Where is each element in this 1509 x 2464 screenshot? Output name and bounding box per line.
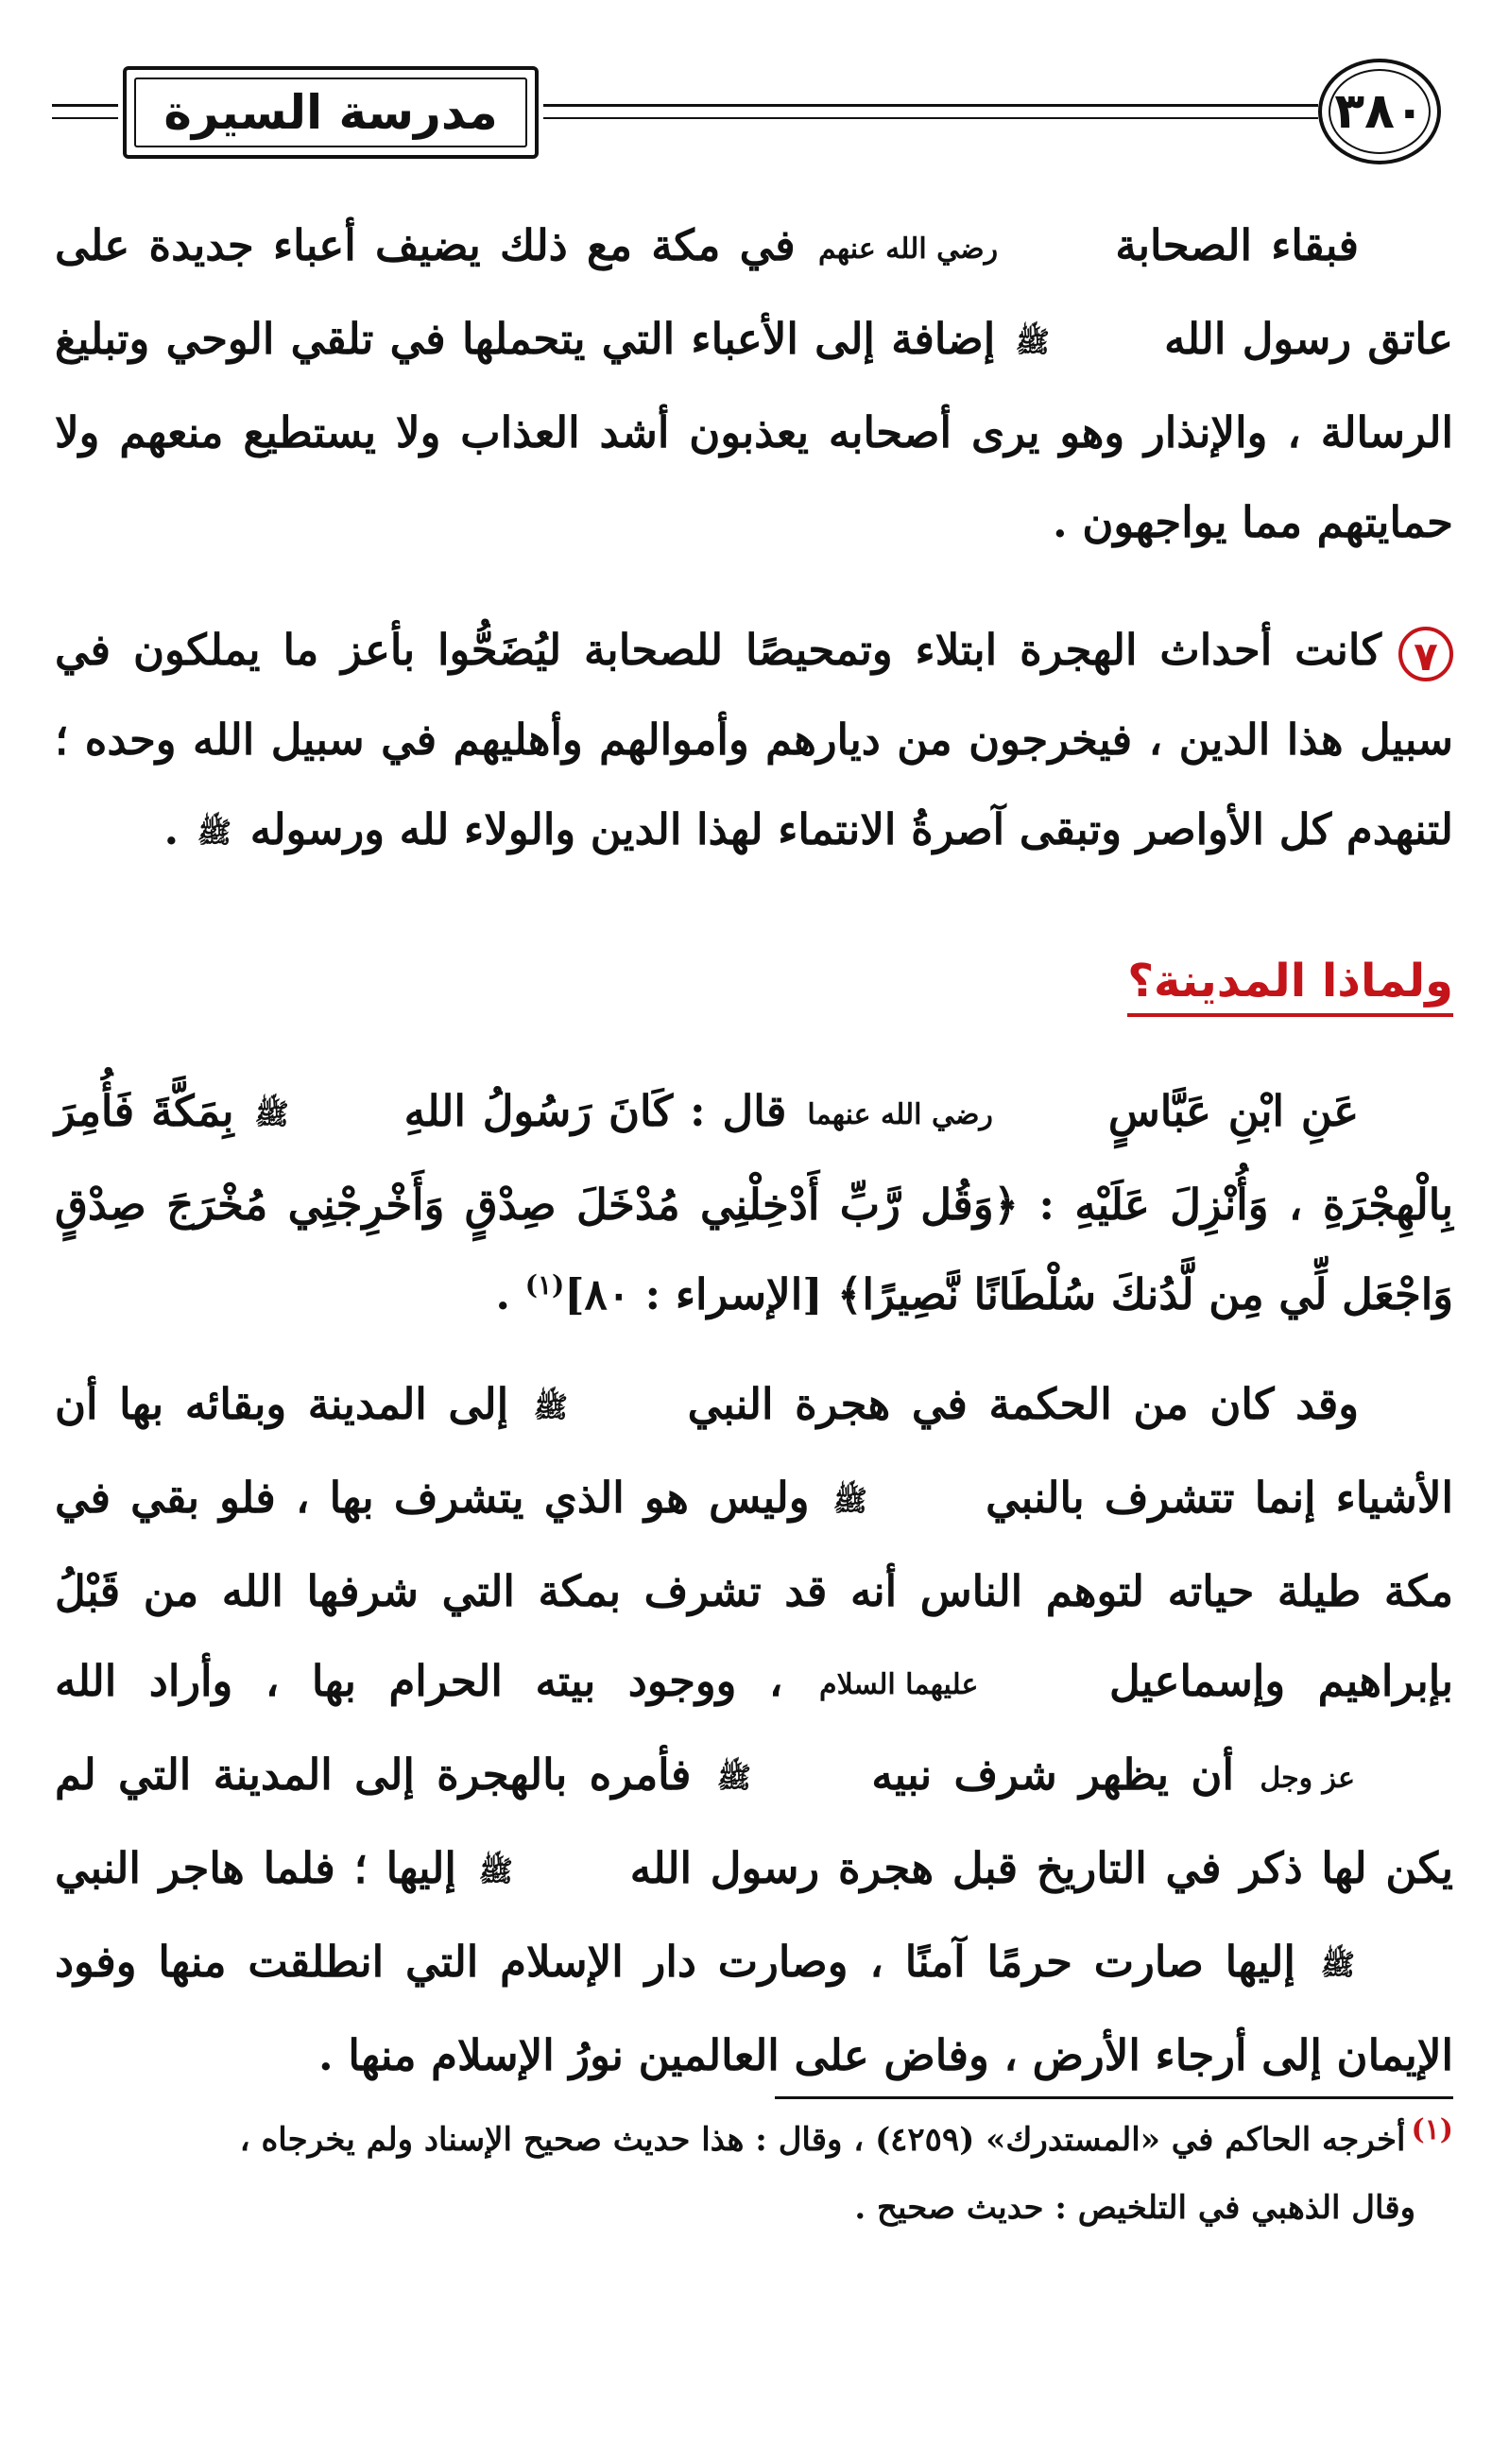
paragraph-4 bbox=[55, 1359, 1453, 2100]
honorific-sahaba: رضي الله عنهم bbox=[817, 233, 999, 266]
page-number: ٣٨٠ bbox=[1334, 83, 1425, 140]
paragraph-text: فبقاء الصحابة bbox=[1115, 220, 1359, 270]
honorific-prophet: ﷺ bbox=[478, 1855, 513, 1888]
paragraph-3-hadith bbox=[55, 1066, 1453, 1339]
paragraph-text: بِمَكَّةَ فَأُمِرَ بِالْهِجْرَةِ ، وَأُنْزِلَ عَلَيْهِ : bbox=[55, 1086, 1453, 1230]
header-rule bbox=[52, 104, 118, 107]
honorific-prophet: ﷺ bbox=[1320, 1949, 1355, 1982]
paragraph-text: أن يظهر شرف نبيه bbox=[871, 1749, 1234, 1800]
honorific-ibn-abbas: رضي الله عنهما bbox=[807, 1098, 993, 1131]
paragraph-text: . bbox=[495, 1269, 511, 1319]
paragraph-2 bbox=[55, 605, 1453, 878]
paragraph-text: وليس هو الذي يتشرف بها ، فلو بقي في مكة طيلة حياته لتوهم الناس أنه قد تشرف بمكة التي شرفها الله من قَبْلُ بإبراهيم وإسماعيل bbox=[55, 1473, 1454, 1706]
paragraph-text: إضافة إلى الأعباء التي يتحملها في تلقي الوحي وتبليغ الرسالة ، والإنذار وهو يرى أصحابه يعذبون أشد العذاب ولا يستطيع منعهم ولا حمايتهم مما يواجهون . bbox=[55, 314, 1453, 547]
paragraph-text: ، ووجود بيته الحرام بها ، وأراد الله bbox=[55, 1656, 783, 1706]
paragraph-text: . bbox=[163, 804, 180, 854]
paragraph-text: في مكة مع ذلك يضيف أعباء جديدة على عاتق رسول الله bbox=[55, 220, 1453, 364]
honorific-prophet: ﷺ bbox=[533, 1391, 568, 1424]
honorific-prophet: ﷺ bbox=[716, 1762, 752, 1795]
honorific-prophet: ﷺ bbox=[254, 1098, 289, 1131]
paragraph-text: وقد كان من الحكمة في هجرة النبي bbox=[687, 1379, 1359, 1429]
section-heading bbox=[55, 955, 1453, 1008]
honorific-prophet: ﷺ bbox=[197, 817, 232, 850]
header-rule bbox=[52, 117, 118, 119]
footnote-reference: (١) bbox=[524, 1269, 565, 1301]
paragraph-text: كانت أحداث الهجرة ابتلاء وتمحيصًا للصحابة ليُضَحُّوا بأعز ما يملكون في سبيل هذا الدين ، فيخرجون من ديارهم وأموالهم وأهليهم في سبيل الله وحده ؛ لتنهدم كل الأواصر وتبقى آصرةُ الانتماء لهذا الدين والولاء لله ورسوله bbox=[55, 625, 1453, 854]
page-header bbox=[52, 59, 1460, 172]
paragraph-text: فأمره بالهجرة إلى المدينة التي لم يكن لها ذكر في التاريخ قبل هجرة رسول الله bbox=[55, 1749, 1454, 1893]
footnote-divider bbox=[775, 2096, 1453, 2099]
footnote-line bbox=[55, 2106, 1453, 2174]
footnote-line bbox=[55, 2174, 1453, 2242]
footnote-mark: (١) bbox=[1411, 2112, 1453, 2146]
footnote-text: وقال الذهبي في التلخيص : حديث صحيح . bbox=[854, 2189, 1415, 2227]
paragraph-text: إليها ؛ فلما هاجر النبي bbox=[55, 1843, 456, 1893]
paragraph-text: قال : كَانَ رَسُولُ اللهِ bbox=[403, 1086, 787, 1136]
paragraph-text: عَنِ ابْنِ عَبَّاسٍ bbox=[1107, 1086, 1360, 1136]
book-title: مدرسة السيرة bbox=[163, 85, 498, 140]
honorific-ibrahim-ismail: عليهما السلام bbox=[819, 1668, 979, 1701]
paragraph-text: إليها صارت حرمًا آمنًا ، وصارت دار الإسلام التي انطلقت منها وفود الإيمان إلى أرجاء الأرض ، وفاض على العالمين نورُ الإسلام منها . bbox=[55, 1937, 1453, 2080]
honorific-prophet: ﷺ bbox=[832, 1485, 867, 1518]
paragraph-text: إلى المدينة وبقائه بها أن الأشياء إنما تتشرف بالنبي bbox=[55, 1379, 1453, 1523]
header-rule bbox=[543, 104, 1318, 107]
page-number-frame bbox=[1318, 59, 1441, 164]
quran-reference: [الإسراء : ٨٠] bbox=[564, 1269, 823, 1319]
section-heading-text: ولماذا المدينة؟ bbox=[1127, 955, 1453, 1017]
point-number-badge: ٧ bbox=[1398, 627, 1453, 681]
honorific-prophet: ﷺ bbox=[1015, 326, 1050, 359]
honorific-allah: عز وجل bbox=[1260, 1762, 1355, 1795]
footnote bbox=[55, 2106, 1453, 2242]
paragraph-1 bbox=[55, 200, 1453, 567]
book-title-frame bbox=[123, 66, 539, 159]
header-rule bbox=[543, 117, 1318, 119]
footnote-text: أخرجه الحاكم في «المستدرك» (٤٢٥٩) ، وقال : هذا حديث صحيح الإسناد ولم يخرجاه ، bbox=[239, 2121, 1406, 2159]
quran-verse: ﴿وَقُل رَّبِّ أَدْخِلْنِي مُدْخَلَ صِدْقٍ وَأَخْرِجْنِي مُخْرَجَ صِدْقٍ وَاجْعَل لِّي مِن لَّدُنكَ سُلْطَانًا نَّصِيرًا﴾ bbox=[55, 1180, 1453, 1319]
